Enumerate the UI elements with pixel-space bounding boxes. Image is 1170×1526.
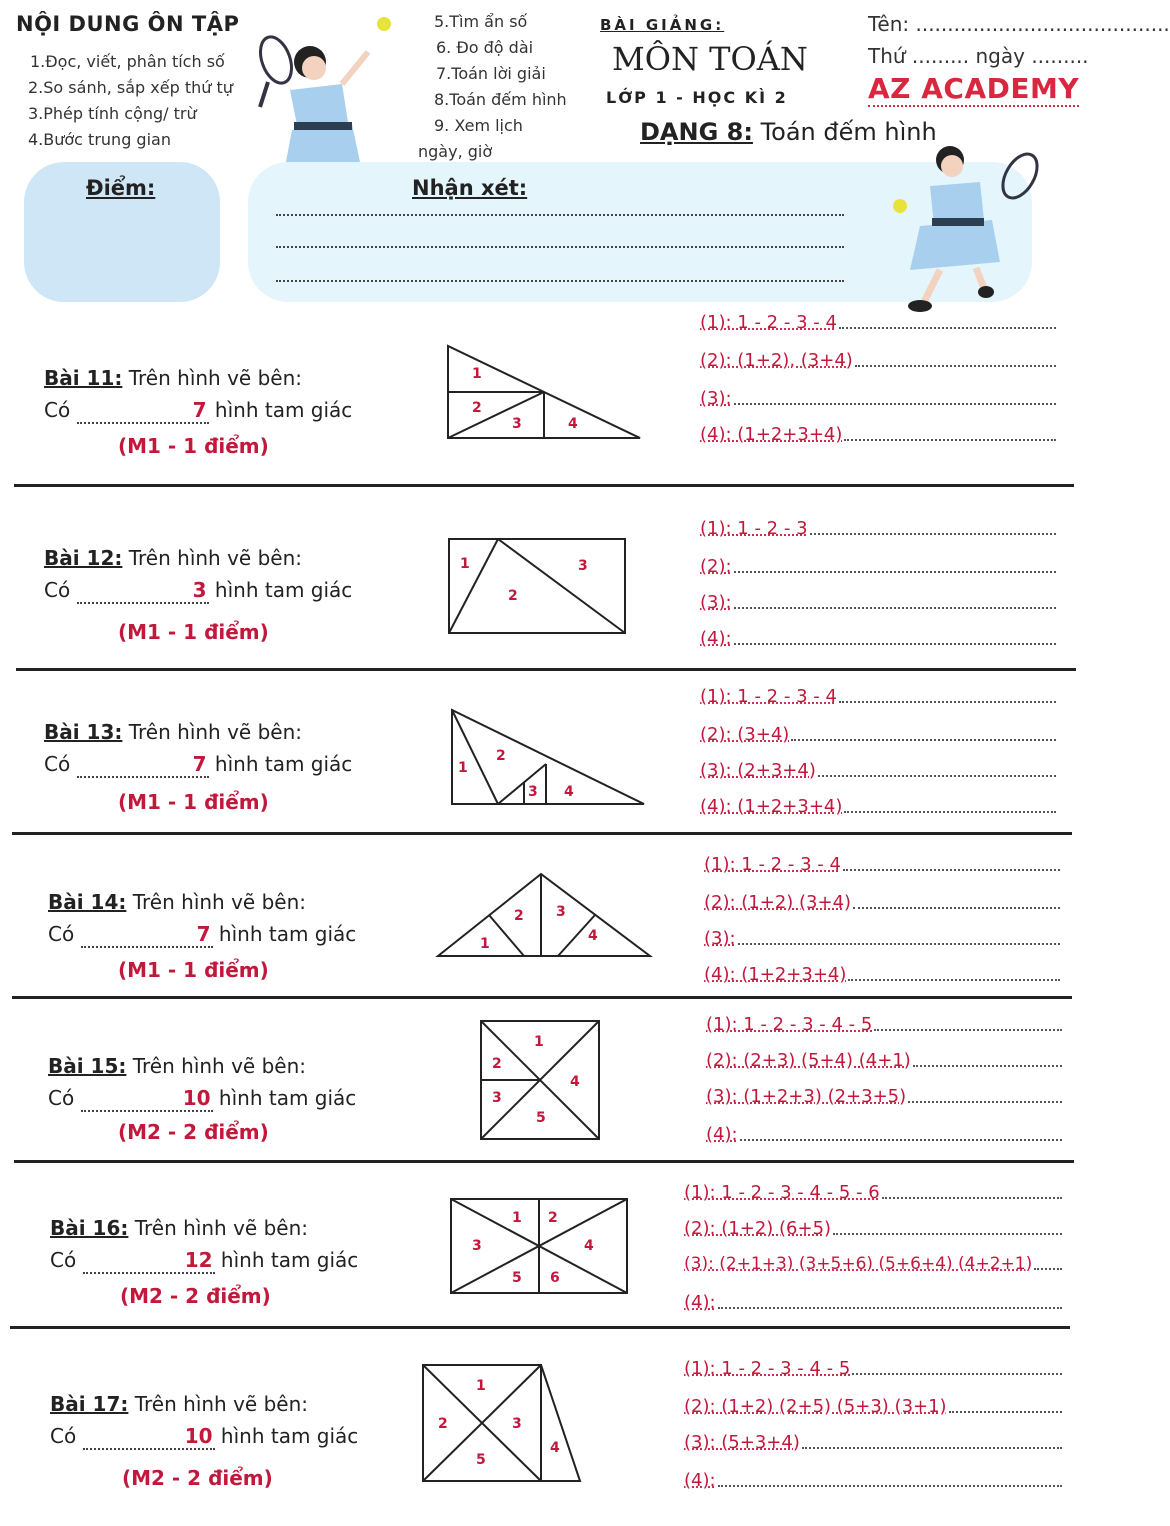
figure-label: 4 <box>588 928 598 944</box>
answer-line[interactable] <box>684 1218 1062 1239</box>
answer-text: (4): <box>684 1470 716 1491</box>
section-divider <box>16 668 1076 671</box>
exercise-prompt: Trên hình vẽ bên: <box>134 1392 309 1416</box>
answer-text: (2): (2+3) (5+4) (4+1) <box>706 1050 911 1071</box>
exercise-prompt: Trên hình vẽ bên: <box>128 366 303 390</box>
answer-text: (2): (1+2) (2+5) (5+3) (3+1) <box>684 1396 947 1417</box>
co-label: Có <box>48 922 75 946</box>
outline-item: ngày, giờ <box>418 142 493 161</box>
figure-label: 3 <box>472 1238 482 1254</box>
count-suffix: hình tam giác <box>214 578 353 602</box>
answer-text: (1): 1 - 2 - 3 <box>700 518 808 539</box>
count-suffix: hình tam giác <box>220 1424 359 1448</box>
figure-label: 4 <box>568 416 578 432</box>
figure-label: 2 <box>438 1416 448 1432</box>
outline-item: 9. Xem lịch <box>434 116 523 135</box>
answer-line[interactable] <box>700 724 1056 745</box>
answer-line[interactable] <box>684 1182 1062 1203</box>
exercise-title <box>48 890 306 914</box>
answer-line[interactable] <box>704 854 1060 875</box>
triangle-count[interactable]: 7 <box>77 398 209 424</box>
exercise-number: Bài 12: <box>44 546 123 570</box>
outline-item: 4.Bước trung gian <box>28 130 171 149</box>
figure-label: 2 <box>548 1210 558 1226</box>
score-points: (M2 - 2 điểm) <box>118 1120 269 1144</box>
answer-line[interactable] <box>684 1396 1062 1417</box>
tennis-player-illustration <box>880 142 1040 322</box>
answer-text: (3): <box>700 592 732 613</box>
figure-label: 3 <box>578 558 588 574</box>
outline-item: 6. Đo độ dài <box>436 38 534 57</box>
figure-label: 5 <box>512 1270 522 1286</box>
lesson-label: BÀI GIẢNG: <box>600 16 725 34</box>
count-line <box>50 1248 358 1274</box>
answer-text: (1): 1 - 2 - 3 - 4 - 5 <box>684 1358 851 1379</box>
outline-item: 8.Toán đếm hình <box>434 90 567 109</box>
answer-line[interactable] <box>700 760 1056 781</box>
figure-label: 4 <box>564 784 574 800</box>
figure-label: 1 <box>534 1034 544 1050</box>
score-points: (M2 - 2 điểm) <box>120 1284 271 1308</box>
exercise-prompt: Trên hình vẽ bên: <box>128 546 303 570</box>
answer-line[interactable] <box>700 628 1056 649</box>
score-points: (M1 - 1 điểm) <box>118 958 269 982</box>
answer-line[interactable] <box>706 1086 1062 1107</box>
figure-label: 2 <box>472 400 482 416</box>
answer-text: (3): (2+3+4) <box>700 760 816 781</box>
comment-line[interactable] <box>276 246 844 248</box>
figure-label: 3 <box>512 1416 522 1432</box>
grade-label: LỚP 1 - HỌC KÌ 2 <box>606 88 788 107</box>
figure-label: 3 <box>528 784 538 800</box>
answer-text: (2): (1+2), (3+4) <box>700 350 853 371</box>
figure-ex13 <box>448 706 648 808</box>
section-divider <box>14 484 1074 487</box>
answer-text: (3): <box>700 388 732 409</box>
score-label: Điểm: <box>86 176 156 200</box>
co-label: Có <box>44 752 71 776</box>
answer-line[interactable] <box>706 1014 1062 1035</box>
topic-name: Toán đếm hình <box>760 118 937 146</box>
score-points: (M1 - 1 điểm) <box>118 790 269 814</box>
answer-text: (3): (5+3+4) <box>684 1432 800 1453</box>
figure-label: 1 <box>472 366 482 382</box>
figure-label: 5 <box>536 1110 546 1126</box>
figure-label: 3 <box>512 416 522 432</box>
outline-item: 1.Đọc, viết, phân tích số <box>30 52 225 71</box>
score-points: (M1 - 1 điểm) <box>118 434 269 458</box>
answer-text: (4): (1+2+3+4) <box>700 796 843 817</box>
answer-text: (2): (3+4) <box>700 724 790 745</box>
section-divider <box>12 832 1072 835</box>
count-line <box>44 752 352 778</box>
answer-line[interactable] <box>704 892 1060 913</box>
date-field: Thứ ......... ngày ......... <box>868 44 1089 68</box>
co-label: Có <box>48 1086 75 1110</box>
answer-line[interactable] <box>700 686 1056 707</box>
answer-line[interactable] <box>700 796 1056 817</box>
answer-line[interactable] <box>684 1432 1062 1453</box>
figure-ex15 <box>478 1018 602 1142</box>
figure-label: 3 <box>492 1090 502 1106</box>
figure-ex11 <box>444 340 646 444</box>
answer-text: (4): (1+2+3+4) <box>704 964 847 985</box>
triangle-count[interactable]: 10 <box>83 1424 215 1450</box>
exercise-number: Bài 16: <box>50 1216 129 1240</box>
answer-line[interactable] <box>706 1050 1062 1071</box>
answer-text: (2): <box>700 556 732 577</box>
exercise-number: Bài 14: <box>48 890 127 914</box>
count-suffix: hình tam giác <box>214 398 353 422</box>
outline-item: 3.Phép tính cộng/ trừ <box>28 104 197 123</box>
section-divider <box>10 1326 1070 1329</box>
answer-text: (4): <box>706 1124 738 1145</box>
score-points: (M1 - 1 điểm) <box>118 620 269 644</box>
exercise-title <box>48 1054 306 1078</box>
figure-label: 1 <box>476 1378 486 1394</box>
figure-label: 1 <box>512 1210 522 1226</box>
count-suffix: hình tam giác <box>214 752 353 776</box>
answer-line[interactable] <box>700 312 1056 333</box>
outline-title: NỘI DUNG ÔN TẬP <box>16 12 240 36</box>
answer-line[interactable] <box>700 592 1056 613</box>
exercise-prompt: Trên hình vẽ bên: <box>132 1054 307 1078</box>
exercise-prompt: Trên hình vẽ bên: <box>128 720 303 744</box>
answer-text: (1): 1 - 2 - 3 - 4 - 5 - 6 <box>684 1182 880 1203</box>
exercise-title <box>50 1216 308 1240</box>
answer-line[interactable] <box>706 1124 1062 1145</box>
figure-label: 5 <box>476 1452 486 1468</box>
answer-text: (4): (1+2+3+4) <box>700 424 843 445</box>
count-line <box>48 922 356 948</box>
exercise-number: Bài 17: <box>50 1392 129 1416</box>
answer-text: (2): (1+2) (3+4) <box>704 892 852 913</box>
exercise-prompt: Trên hình vẽ bên: <box>132 890 307 914</box>
answer-text: (3): (2+1+3) (3+5+6) (5+6+4) (4+2+1) <box>684 1254 1033 1274</box>
figure-label: 6 <box>550 1270 560 1286</box>
answer-line[interactable] <box>700 350 1056 371</box>
triangle-count[interactable]: 7 <box>77 752 209 778</box>
triangle-count[interactable]: 10 <box>81 1086 213 1112</box>
answer-line[interactable] <box>700 556 1056 577</box>
answer-text: (1): 1 - 2 - 3 - 4 <box>700 312 837 333</box>
answer-line[interactable] <box>700 424 1056 445</box>
figure-label: 1 <box>458 760 468 776</box>
co-label: Có <box>44 578 71 602</box>
figure-ex14 <box>434 868 654 960</box>
answer-text: (3): <box>704 928 736 949</box>
count-line <box>44 398 352 424</box>
figure-label: 3 <box>556 904 566 920</box>
figure-label: 1 <box>480 936 490 952</box>
answer-line[interactable] <box>684 1470 1062 1491</box>
exercise-number: Bài 13: <box>44 720 123 744</box>
count-suffix: hình tam giác <box>218 922 357 946</box>
outline-item: 7.Toán lời giải <box>436 64 546 83</box>
figure-label: 4 <box>584 1238 594 1254</box>
answer-text: (3): (1+2+3) (2+3+5) <box>706 1086 907 1107</box>
figure-label: 4 <box>570 1074 580 1090</box>
answer-line[interactable] <box>704 928 1060 949</box>
answer-line[interactable] <box>704 964 1060 985</box>
count-line <box>48 1086 356 1112</box>
section-divider <box>14 1160 1074 1163</box>
figure-label: 4 <box>550 1440 560 1456</box>
co-label: Có <box>50 1248 77 1272</box>
figure-label: 2 <box>514 908 524 924</box>
count-suffix: hình tam giác <box>220 1248 359 1272</box>
exercise-title <box>44 546 302 570</box>
figure-label: 2 <box>492 1056 502 1072</box>
exercise-prompt: Trên hình vẽ bên: <box>134 1216 309 1240</box>
figure-label: 2 <box>496 748 506 764</box>
answer-text: (4): <box>684 1292 716 1313</box>
exercise-title <box>44 720 302 744</box>
answer-line[interactable] <box>700 388 1056 409</box>
exercise-number: Bài 15: <box>48 1054 127 1078</box>
subject-title: MÔN TOÁN <box>612 40 808 78</box>
answer-text: (1): 1 - 2 - 3 - 4 <box>704 854 841 875</box>
outline-item: 2.So sánh, sắp xếp thứ tự <box>28 78 233 97</box>
comment-line[interactable] <box>276 280 844 282</box>
figure-label: 2 <box>508 588 518 604</box>
answer-line[interactable] <box>684 1358 1062 1379</box>
figure-ex12 <box>446 536 630 636</box>
answer-line[interactable] <box>700 518 1056 539</box>
exercise-number: Bài 11: <box>44 366 123 390</box>
count-suffix: hình tam giác <box>218 1086 357 1110</box>
figure-ex16 <box>448 1196 630 1296</box>
comment-label: Nhận xét: <box>412 176 528 200</box>
co-label: Có <box>44 398 71 422</box>
figure-label: 1 <box>460 556 470 572</box>
count-line <box>50 1424 358 1450</box>
triangle-count[interactable]: 7 <box>81 922 213 948</box>
outline-item: 5.Tìm ẩn số <box>434 12 528 31</box>
answer-text: (4): <box>700 628 732 649</box>
triangle-count[interactable]: 3 <box>77 578 209 604</box>
score-points: (M2 - 2 điểm) <box>122 1466 273 1490</box>
topic-label: DẠNG 8: <box>640 118 753 146</box>
answer-line[interactable] <box>684 1254 1062 1274</box>
exercise-title <box>44 366 302 390</box>
brand-logo: AZ ACADEMY <box>868 72 1080 105</box>
figure-ex17 <box>420 1362 584 1486</box>
triangle-count[interactable]: 12 <box>83 1248 215 1274</box>
count-line <box>44 578 352 604</box>
answer-line[interactable] <box>684 1292 1062 1313</box>
exercise-title <box>50 1392 308 1416</box>
comment-line[interactable] <box>276 214 844 216</box>
co-label: Có <box>50 1424 77 1448</box>
answer-text: (2): (1+2) (6+5) <box>684 1218 832 1239</box>
section-divider <box>12 996 1072 999</box>
answer-text: (1): 1 - 2 - 3 - 4 - 5 <box>706 1014 873 1035</box>
answer-text: (1): 1 - 2 - 3 - 4 <box>700 686 837 707</box>
name-field: Tên: ........................................ <box>868 12 1170 36</box>
